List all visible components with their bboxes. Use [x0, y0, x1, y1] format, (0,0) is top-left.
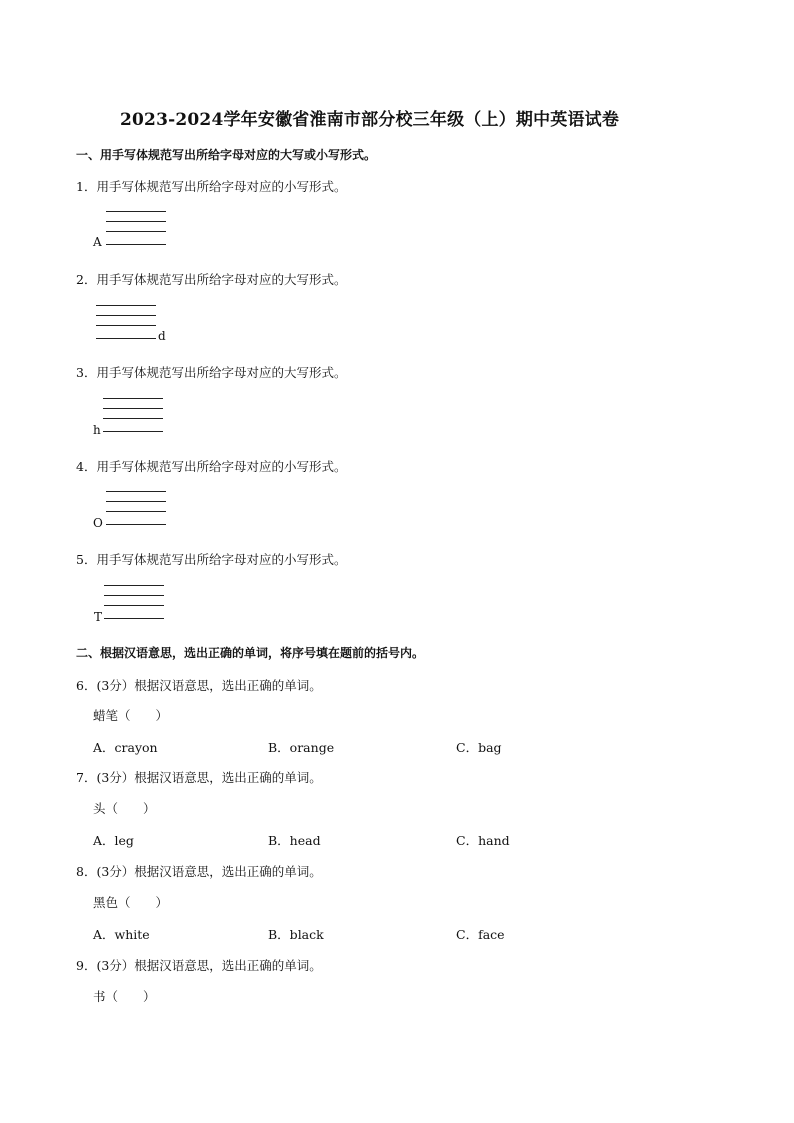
page-title: 2023-2024学年安徽省淮南市部分校三年级（上）期中英语试卷: [120, 110, 620, 130]
question-8-option-b[interactable]: B．black: [268, 927, 324, 942]
question-7-prompt: 头（ ）: [93, 801, 156, 816]
question-6-option-c[interactable]: C．bag: [456, 740, 502, 755]
section-heading-1: 一、用手写体规范写出所给字母对应的大写或小写形式。: [76, 148, 377, 162]
question-8-option-a[interactable]: A．white: [93, 927, 150, 942]
question-7: 7．(3分）根据汉语意思，选出正确的单词。: [76, 770, 322, 785]
question-8-prompt: 黑色（ ）: [93, 895, 169, 910]
given-letter-3: h: [93, 423, 101, 437]
given-letter-5: T: [94, 610, 103, 624]
question-6: 6．(3分）根据汉语意思，选出正确的单词。: [76, 678, 322, 693]
question-5: 5．用手写体规范写出所给字母对应的小写形式。: [76, 552, 347, 567]
section-heading-2: 二、根据汉语意思，选出正确的单词，将序号填在题前的括号内。: [76, 646, 425, 660]
question-7-option-a[interactable]: A．leg: [93, 833, 134, 848]
question-9: 9．(3分）根据汉语意思，选出正确的单词。: [76, 958, 322, 973]
question-3: 3．用手写体规范写出所给字母对应的大写形式。: [76, 365, 347, 380]
question-4: 4．用手写体规范写出所给字母对应的小写形式。: [76, 459, 347, 474]
given-letter-2: d: [158, 329, 166, 343]
question-7-option-c[interactable]: C．hand: [456, 833, 510, 848]
question-8-option-c[interactable]: C．face: [456, 927, 505, 942]
question-6-option-b[interactable]: B．orange: [268, 740, 335, 755]
question-2: 2．用手写体规范写出所给字母对应的大写形式。: [76, 272, 347, 287]
question-6-prompt: 蜡笔（ ）: [93, 708, 169, 723]
question-6-option-a[interactable]: A．crayon: [93, 740, 158, 755]
question-1: 1．用手写体规范写出所给字母对应的小写形式。: [76, 179, 347, 194]
question-9-prompt: 书（ ）: [93, 989, 156, 1004]
question-8: 8．(3分）根据汉语意思，选出正确的单词。: [76, 864, 322, 879]
given-letter-1: A: [93, 235, 102, 249]
given-letter-4: O: [93, 516, 103, 530]
question-7-option-b[interactable]: B．head: [268, 833, 321, 848]
